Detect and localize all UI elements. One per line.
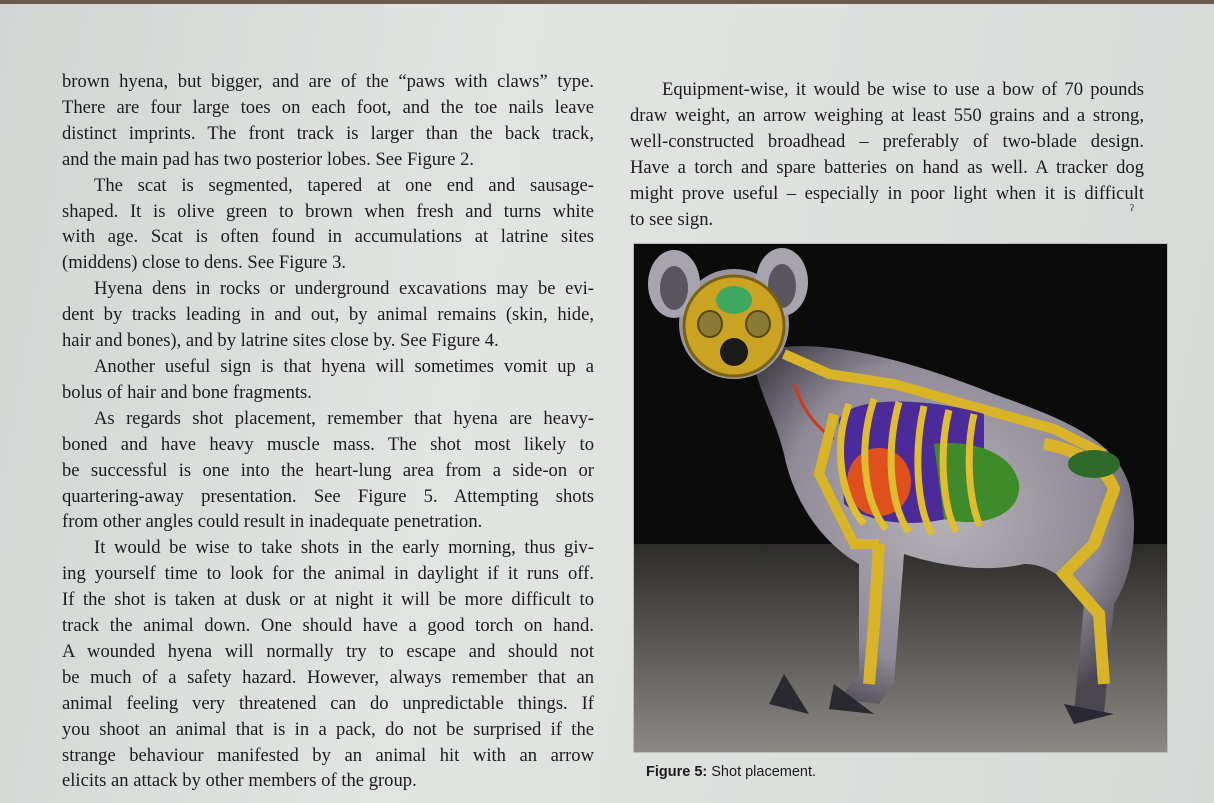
text-line: It would be wise to take shots in the early morning, thus giv- [94,537,594,559]
text-line: track the animal down. One should have a good torch on hand. [62,615,594,637]
text-line: quartering-away presentation. See Figure 5. Attempting shots [62,485,594,507]
text-line: be successful is one into the heart-lung area from a side-on or [62,459,594,481]
text-line: dent by tracks leading in and out, by animal remains (skin, hide, [62,304,594,326]
text-line: Another useful sign is that hyena will sometimes vomit up a [94,355,594,377]
left-eye-socket [698,311,722,337]
text-line: Hyena dens in rocks or underground excavations may be evi- [94,278,594,300]
text-line: Equipment-wise, it would be wise to use a bow of 70 pounds [662,79,1144,100]
text-line: (middens) close to dens. See Figure 3. [62,252,347,274]
hyena-shot-placement-illustration [634,244,1167,752]
text-line: shaped. It is olive green to brown when fresh and turns white [62,200,594,222]
text-line: draw weight, an arrow weighing at least 550 grains and a strong, [630,104,1144,126]
left-text-column [62,69,594,794]
text-line: A wounded hyena will normally try to escape and should not [62,640,594,662]
pelvic-organ [1068,450,1120,478]
text-line: and the main pad has two posterior lobes. See Figure 2. [62,148,475,170]
caption-label: Figure 5: [646,764,708,780]
right-text-column [630,77,1144,232]
text-line: boned and have heavy muscle mass. The shot most likely to [62,433,594,455]
text-line: If the shot is taken at dusk or at night it will be more difficult to [62,589,594,611]
figure-caption [646,764,816,780]
text-line: to see sign. [630,208,714,230]
heart [847,448,911,516]
text-line: from other angles could result in inadequate penetration. [62,511,483,533]
text-line: be much of a safety hazard. However, always remember that an [62,666,594,688]
text-line: you shoot an animal that is in a pack, do not be surprised if the [62,718,594,740]
text-line: As regards shot placement, remember that hyena are heavy- [94,407,594,429]
right-eye-socket [746,311,770,337]
text-line: The scat is segmented, tapered at one end and sausage- [94,174,594,196]
figure-5-image [633,243,1168,753]
end-of-text-mark: ˀ [1130,202,1134,219]
text-line: elicits an attack by other members of the group. [62,770,417,792]
nose [720,338,748,366]
text-line: ing yourself time to look for the animal in daylight if it runs off. [62,563,594,585]
brain [716,286,752,314]
text-line: distinct imprints. The front track is larger than the back track, [62,122,594,144]
text-line: There are four large toes on each foot, and the toe nails leave [62,96,594,118]
text-line: strange behaviour manifested by an animal hit with an arrow [62,744,594,766]
caption-text: Shot placement. [707,764,817,780]
text-line: hair and bones), and by latrine sites close by. See Figure 4. [62,330,499,352]
text-line: with age. Scat is often found in accumulations at latrine sites [62,226,594,248]
text-line: might prove useful – especially in poor light when it is difficult [630,182,1144,204]
text-line: animal feeling very threatened can do unpredictable things. If [62,692,594,714]
text-line: well-constructed broadhead – preferably of two-blade design. [630,130,1144,152]
text-line: bolus of hair and bone fragments. [62,381,312,403]
text-line: brown hyena, but bigger, and are of the “paws with claws” type. [62,71,594,92]
text-line: Have a torch and spare batteries on hand as well. A tracker dog [630,156,1144,178]
page-top-edge [0,0,1214,4]
